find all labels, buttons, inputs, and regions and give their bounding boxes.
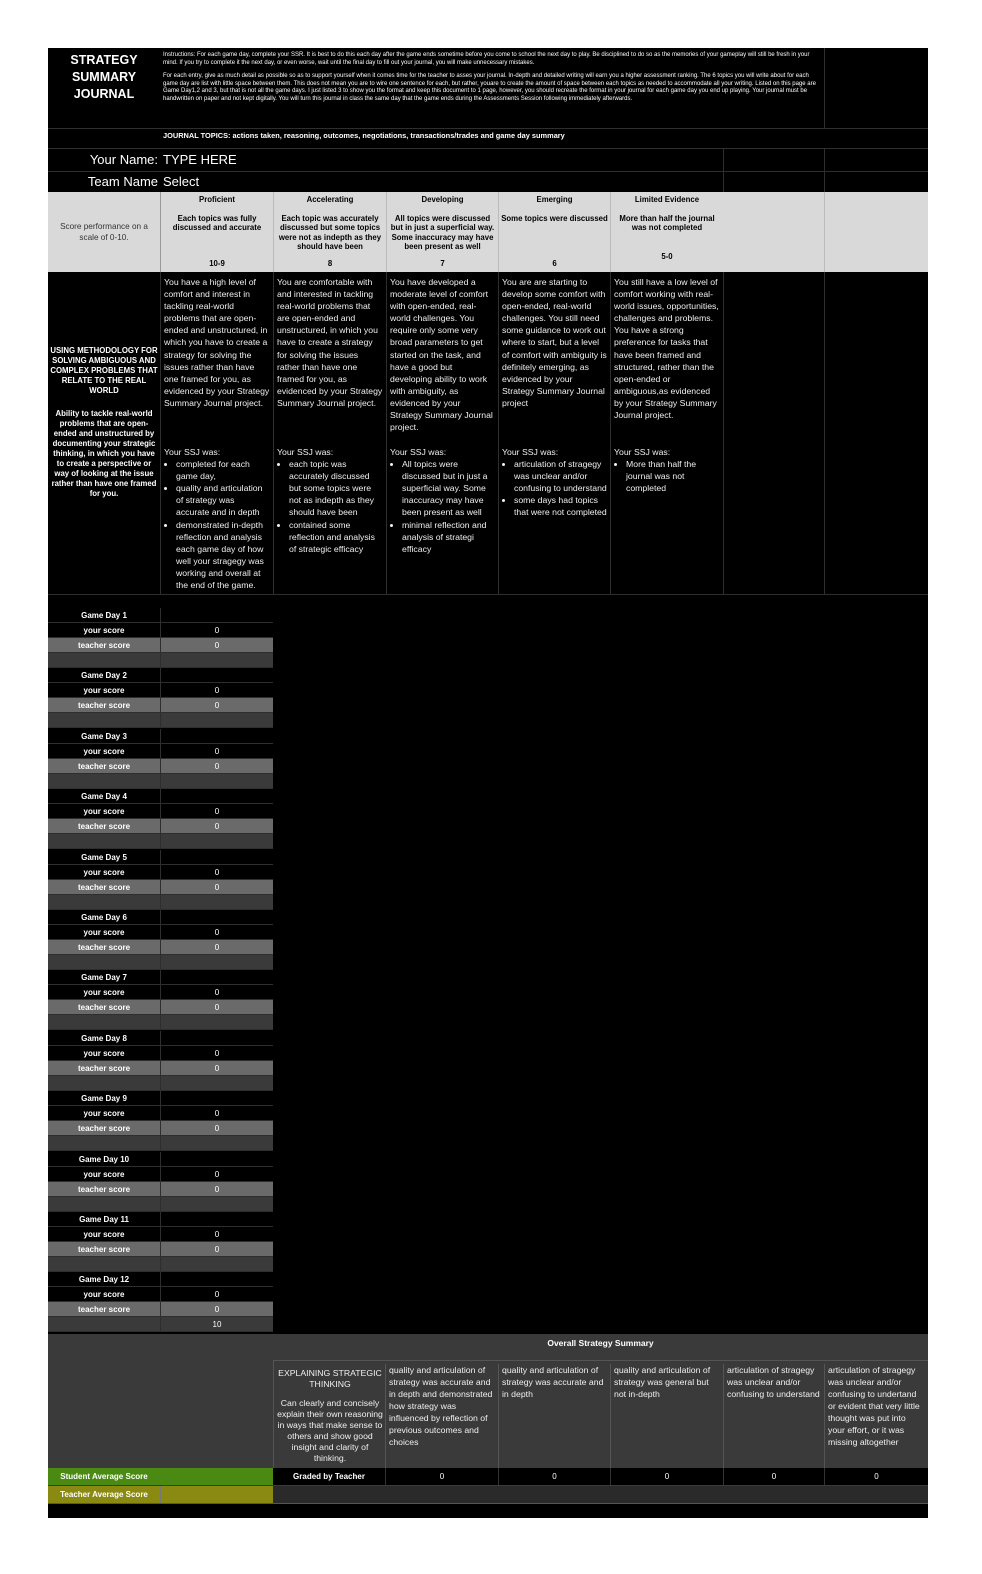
game-day-table	[48, 608, 273, 1334]
summary-criterion-title: EXPLAINING STRATEGIC THINKING	[278, 1368, 382, 1389]
game-day-header	[48, 970, 273, 985]
your-name-input[interactable]: TYPE HERE	[163, 152, 237, 167]
teacher-score-value[interactable]: 0	[160, 880, 273, 895]
game-day-label: Game Day 11	[48, 1212, 160, 1227]
your-score-value[interactable]: 0	[160, 683, 273, 698]
teacher-score-value[interactable]: 0	[160, 1000, 273, 1015]
your-score-value[interactable]: 0	[160, 744, 273, 759]
game-day-label: Game Day 8	[48, 1031, 160, 1046]
game-day-label: Game Day 6	[48, 910, 160, 925]
game-day-header	[48, 1272, 273, 1287]
level-name: Developing	[421, 195, 464, 204]
your-score-label: your score	[48, 1227, 160, 1242]
ssj-label: Your SSJ was:	[390, 447, 447, 457]
teacher-score-row	[48, 1182, 273, 1197]
spacer-row	[48, 1015, 273, 1030]
teacher-score-row	[48, 1121, 273, 1136]
level-name: Proficient	[199, 195, 235, 204]
level-description: Some topics were discussed	[501, 214, 608, 223]
your-score-value[interactable]: 0	[160, 865, 273, 880]
your-score-label: your score	[48, 804, 160, 819]
teacher-score-row	[48, 759, 273, 774]
teacher-score-row	[48, 1061, 273, 1076]
your-score-label: your score	[48, 683, 160, 698]
ssj-bullets	[502, 458, 607, 518]
level-name: Accelerating	[306, 195, 354, 204]
game-day-label: Game Day 4	[48, 789, 160, 804]
team-name-select[interactable]: Select	[163, 174, 200, 189]
ssj-bullet: • quality and articulation of strategy was accurate and in depth	[176, 482, 270, 518]
your-score-row	[48, 925, 273, 940]
level-name: Limited Evidence	[634, 195, 700, 204]
ssj-bullet: • contained some reflection and analysis of strategic efficacy	[289, 519, 383, 555]
your-score-value[interactable]: 0	[160, 985, 273, 1000]
level-description: All topics were discussed but in just a superficial way. Some inaccuracy may have been present as well	[390, 214, 495, 252]
summary-cell: quality and articulation of strategy was accurate and in depth and demonstrated how strategy was influenced by reflection of previous outcomes and choices	[385, 1364, 498, 1468]
game-day-header	[48, 789, 273, 804]
teacher-score-label: teacher score	[48, 1182, 160, 1197]
rubric-cell	[160, 272, 273, 594]
level-header	[386, 192, 498, 272]
team-name-label: Team Name	[87, 174, 158, 189]
rubric-cell	[273, 272, 386, 594]
teacher-score-row	[48, 1302, 273, 1317]
graded-value[interactable]: 0	[824, 1468, 928, 1485]
teacher-score-row	[48, 1000, 273, 1015]
criterion-description: Ability to tackle real-world problems that are open-ended and unstructured by documenting your strategic thinking, in which you have to create a perspective or way of looking at the issue rather than have one framed for you.	[51, 409, 157, 498]
spacer-row	[48, 774, 273, 789]
your-score-row	[48, 744, 273, 759]
teacher-score-label: teacher score	[48, 1000, 160, 1015]
your-score-value[interactable]: 0	[160, 804, 273, 819]
your-score-row	[48, 985, 273, 1000]
ssj-bullet: • articulation of stragegy was unclear and/or confusing to understand	[514, 458, 607, 494]
criterion-title: USING METHODOLOGY FOR SOLVING AMBIGUOUS AND COMPLEX PROBLEMS THAT RELATE TO THE REAL WORLD	[50, 346, 158, 395]
your-score-label: your score	[48, 1287, 160, 1302]
level-description: Each topic was accurately discussed but some topics were not as indepth as they should have been	[278, 214, 382, 252]
ssj-label: Your SSJ was:	[164, 447, 221, 457]
game-day-label: Game Day 2	[48, 668, 160, 683]
your-score-value[interactable]: 0	[160, 1106, 273, 1121]
teacher-score-label: teacher score	[48, 1061, 160, 1076]
total-score: 10	[160, 1317, 273, 1332]
your-score-value[interactable]: 0	[160, 1227, 273, 1242]
level-name: Emerging	[536, 195, 573, 204]
your-score-value[interactable]: 0	[160, 1046, 273, 1061]
your-score-value[interactable]: 0	[160, 623, 273, 638]
game-day-label: Game Day 10	[48, 1152, 160, 1167]
game-day-header	[48, 1091, 273, 1106]
spacer-row	[48, 895, 273, 910]
teacher-score-row	[48, 940, 273, 955]
total-row	[48, 1317, 273, 1332]
level-score: 8	[327, 259, 333, 268]
spacer-row	[48, 1197, 273, 1212]
teacher-score-value[interactable]: 0	[160, 759, 273, 774]
teacher-score-label: teacher score	[48, 1121, 160, 1136]
level-header	[160, 192, 273, 272]
teacher-score-value[interactable]: 0	[160, 1242, 273, 1257]
spacer-row	[48, 834, 273, 849]
your-score-label: your score	[48, 925, 160, 940]
instructions: Instructions: For each game day, complete your SSR. It is best to do this each day after the game ends sometime before you come to school the next day to play. Be disciplined to do so as the memories of your gameplay will still be fresh in your mind. If you try to complete it the next day, or even worse, wait until the final day to fill out your journal, you will make unnecessary mistakes. For each entry, give as much detail as possible so as to support yourself when it comes time for the teacher to asses your journal. In-depth and detailed writing will earn you a higher assessment ranking. The 6 topics you will write about for each game day are list with little space between them. This does not mean you are to wire one sentence for each, but rather, youare to create the amount of space between each topics as needed to accommodate all your writing. Listed on this page are Game Day1,2 and 3, but that is not all the game days. I just listed 3 to show you the format and keep this document to 1 page, however, you should recreate the format in your journal for each game day you end up playing. Your journal must be handwritten on paper and not kept digitally. You will turn this journal in class the same day that the game ends during the Assessments Session following immediately afterwards.	[163, 52, 816, 102]
your-score-row	[48, 865, 273, 880]
summary-cell: articulation of stragegy was unclear and/or confusing to understand	[723, 1364, 824, 1468]
your-score-label: your score	[48, 1106, 160, 1121]
level-score: 10-9	[209, 259, 225, 268]
ssj-bullet: • each topic was accurately discussed but some topics were not as indepth as they should have been	[289, 458, 383, 518]
your-score-row	[48, 1167, 273, 1182]
spacer-row	[48, 955, 273, 970]
teacher-score-row	[48, 819, 273, 834]
ssj-bullet: • completed for each game day,	[176, 458, 270, 482]
summary-criterion	[276, 1368, 384, 1464]
teacher-score-label: teacher score	[48, 1242, 160, 1257]
level-score: 6	[552, 259, 557, 268]
your-score-row	[48, 1227, 273, 1242]
ssj-bullet: • some days had topics that were not completed	[514, 494, 607, 518]
your-score-row	[48, 1287, 273, 1302]
teacher-score-label: teacher score	[48, 638, 160, 653]
ssj-label: Your SSJ was:	[502, 447, 559, 457]
ssj-bullet: • minimal reflection and analysis of strategi efficacy	[402, 519, 495, 555]
level-header	[273, 192, 386, 272]
game-day-label: Game Day 7	[48, 970, 160, 985]
rubric-cell-paragraph: You are are starting to develop some comfort with open-ended, real-world challenges. You still need some guidance to work out where to start, but a level of comfort with ambiguity is definitely emerging, as evidenced by your Strategy Summary Journal project	[502, 277, 607, 408]
spacer-row	[48, 1136, 273, 1151]
graded-value[interactable]: 0	[610, 1468, 723, 1485]
teacher-score-value[interactable]: 0	[160, 940, 273, 955]
teacher-score-row	[48, 638, 273, 653]
summary-cell: quality and articulation of strategy was general but not in-depth	[610, 1364, 723, 1468]
your-score-label: your score	[48, 744, 160, 759]
your-name-label: Your Name:	[89, 152, 158, 167]
teacher-score-value[interactable]: 0	[160, 1121, 273, 1136]
graded-value[interactable]: 0	[723, 1468, 824, 1485]
level-score: 7	[440, 259, 445, 268]
teacher-score-label: teacher score	[48, 1302, 160, 1317]
teacher-score-label: teacher score	[48, 759, 160, 774]
teacher-score-label: teacher score	[48, 940, 160, 955]
ssj-bullets	[390, 458, 495, 555]
your-score-value[interactable]: 0	[160, 925, 273, 940]
ssj-label: Your SSJ was:	[614, 447, 671, 457]
game-day-label: Game Day 3	[48, 729, 160, 744]
teacher-score-label: teacher score	[48, 880, 160, 895]
game-day-header	[48, 1152, 273, 1167]
teacher-score-row	[48, 880, 273, 895]
ssj-bullet: • All topics were discussed but in just a superficial way. Some inaccuracy may have been present as well	[402, 458, 495, 518]
rubric-cell-paragraph: You have a high level of comfort and interest in tackling real-world problems that are open-ended and unstructured, in which you have to create a strategy for solving the issues rather than have one framed for you, as evidenced by your Strategy Summary Journal project.	[164, 277, 270, 408]
journal-title: STRATEGY SUMMARY JOURNAL	[70, 53, 138, 101]
teacher-score-value[interactable]: 0	[160, 638, 273, 653]
ssj-bullets	[164, 458, 270, 591]
summary-criterion-description: Can clearly and concisely explain their own reasoning in ways that make sense to others and show good insight and clarity of thinking.	[277, 1398, 383, 1463]
teacher-score-value[interactable]: 0	[160, 1182, 273, 1197]
graded-value[interactable]: 0	[498, 1468, 610, 1485]
rubric-cell-paragraph: You are comfortable with and interested in tackling real-world problems that are open-ended and unstructured, in which you have to create a strategy for solving the issues rather than have one framed for you, as evidenced by your Strategy Summary Journal project.	[277, 277, 383, 408]
level-header	[610, 192, 723, 272]
teacher-score-value[interactable]: 0	[160, 819, 273, 834]
spacer-row	[48, 1257, 273, 1272]
teacher-score-value[interactable]: 0	[160, 1061, 273, 1076]
game-day-header	[48, 668, 273, 683]
teacher-average-score-label: Teacher Average Score	[48, 1486, 273, 1503]
your-score-label: your score	[48, 865, 160, 880]
your-score-row	[48, 804, 273, 819]
teacher-score-row	[48, 1242, 273, 1257]
criterion-cell	[50, 346, 158, 499]
ssj-bullets	[614, 458, 720, 494]
level-header	[498, 192, 610, 272]
teacher-score-value[interactable]: 0	[160, 1302, 273, 1317]
game-day-label: Game Day 1	[48, 608, 160, 623]
graded-value[interactable]: 0	[385, 1468, 498, 1485]
rubric-cell	[498, 272, 610, 594]
student-average-score-label: Student Average Score	[48, 1468, 273, 1485]
your-score-label: your score	[48, 623, 160, 638]
spacer-row	[48, 713, 273, 728]
rubric-cell	[386, 272, 498, 594]
summary-title: Overall Strategy Summary	[547, 1338, 654, 1348]
level-score: 5-0	[661, 252, 673, 261]
your-score-row	[48, 1106, 273, 1121]
spacer-row	[48, 653, 273, 668]
graded-by-teacher-label: Graded by Teacher	[293, 1472, 365, 1481]
game-day-header	[48, 850, 273, 865]
rubric-cell-paragraph: You have developed a moderate level of comfort with open-ended, real-world challenges. You require only some very broad parameters to get started on the task, and have a good but developing ability to work with ambiguity, as evidenced by your Strategy Summary Journal project.	[390, 277, 493, 433]
game-day-label: Game Day 5	[48, 850, 160, 865]
level-description: More than half the journal was not completed	[619, 214, 715, 233]
game-day-header	[48, 1031, 273, 1046]
game-day-header	[48, 729, 273, 744]
summary-cell: articulation of stragegy was unclear and/or confusing to undertand or evident that very little thought was put into your effort, or it was missing altogether	[824, 1364, 928, 1468]
journal-sheet	[48, 48, 928, 1518]
your-score-row	[48, 623, 273, 638]
your-score-label: your score	[48, 985, 160, 1000]
journal-topics: JOURNAL TOPICS: actions taken, reasoning, outcomes, negotiations, transactions/trades and game day summary	[163, 131, 565, 140]
game-day-header	[48, 608, 273, 623]
your-score-row	[48, 1046, 273, 1061]
rubric-cell	[610, 272, 723, 594]
game-day-label: Game Day 9	[48, 1091, 160, 1106]
your-score-value[interactable]: 0	[160, 1167, 273, 1182]
spacer-row	[48, 1076, 273, 1091]
score-performance-label: Score performance on a scale of 0-10.	[60, 222, 148, 242]
ssj-bullet: • More than half the journal was not completed	[626, 458, 720, 494]
ssj-bullet: • demonstrated in-depth reflection and analysis each game day of how well your stragegy was working and overall at the end of the game.	[176, 519, 270, 592]
teacher-score-row	[48, 698, 273, 713]
game-day-header	[48, 1212, 273, 1227]
teacher-score-value[interactable]: 0	[160, 698, 273, 713]
game-day-label: Game Day 12	[48, 1272, 160, 1287]
your-score-label: your score	[48, 1167, 160, 1182]
game-day-header	[48, 910, 273, 925]
level-description: Each topics was fully discussed and accurate	[172, 214, 262, 233]
ssj-bullets	[277, 458, 383, 555]
summary-cell: quality and articulation of strategy was accurate and in depth	[498, 1364, 610, 1468]
your-score-label: your score	[48, 1046, 160, 1061]
ssj-label: Your SSJ was:	[277, 447, 334, 457]
teacher-score-label: teacher score	[48, 698, 160, 713]
teacher-average-value[interactable]	[160, 1486, 273, 1503]
your-score-row	[48, 683, 273, 698]
rubric-cell-paragraph: You still have a low level of comfort working with real-world issues, opportunities, challenges and problems. You have a strong preference for tasks that have been framed and structured, rather than the open-ended or ambiguous,as evidenced by your Strategy Summary Journal project.	[614, 277, 719, 421]
teacher-score-label: teacher score	[48, 819, 160, 834]
your-score-value[interactable]: 0	[160, 1287, 273, 1302]
